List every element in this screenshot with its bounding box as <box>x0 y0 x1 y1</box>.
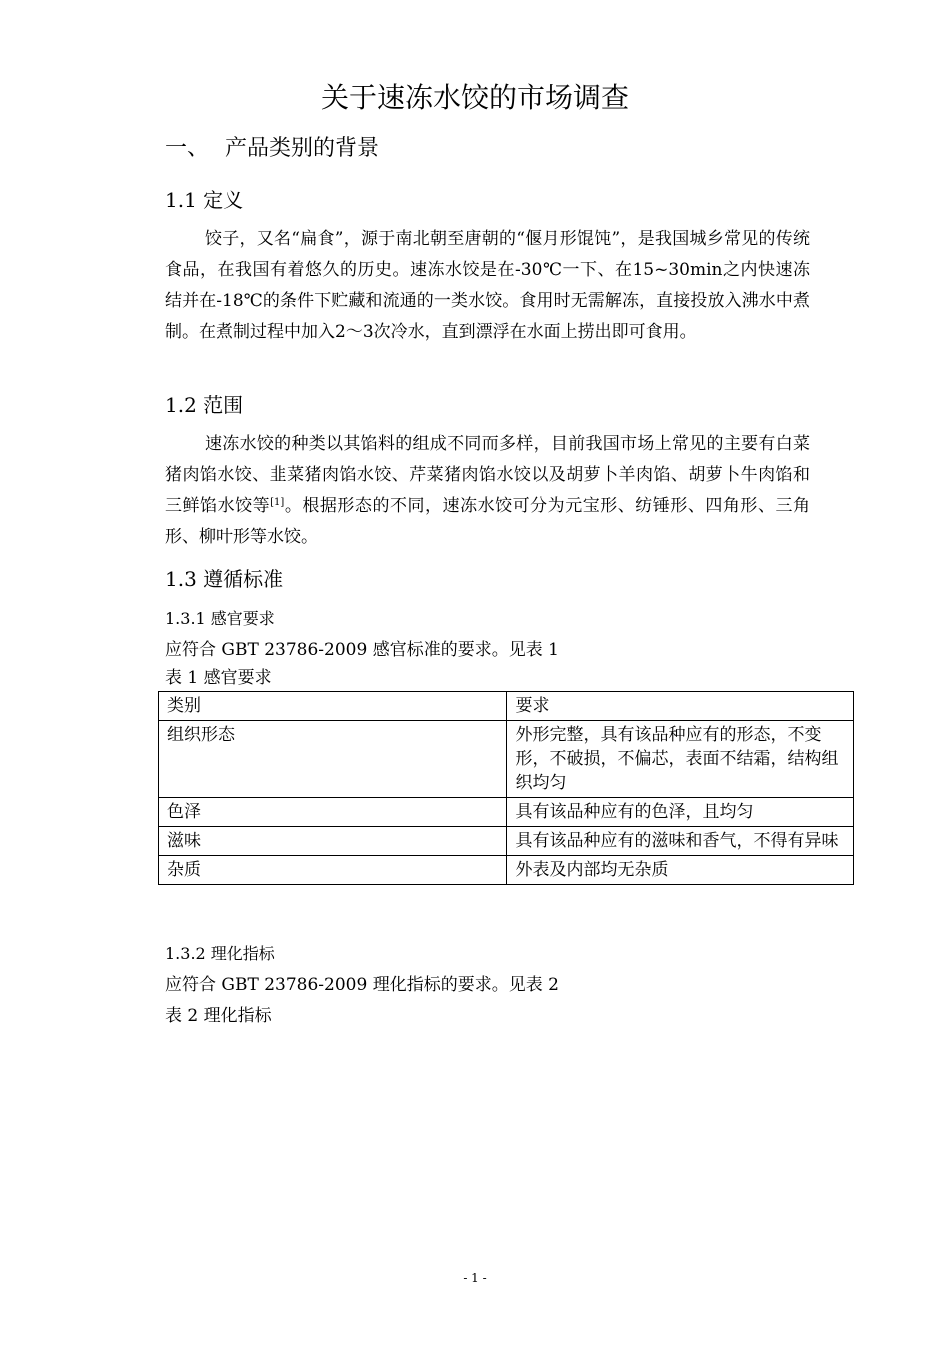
table-header-row <box>159 692 854 721</box>
table-cell-requirement: 外表及内部均无杂质 <box>507 856 854 885</box>
table-row <box>159 856 854 885</box>
table-row <box>159 721 854 798</box>
section-1-2-paragraph-part1: 速冻水饺的种类以其馅料的组成不同而多样，目前我国市场上常见的主要有白菜猪肉馅水饺、韭菜猪肉馅水饺、芹菜猪肉馅水饺以及胡萝卜羊肉馅、胡萝卜牛肉馅和三鲜馅水饺等 <box>165 434 810 516</box>
table-cell-requirement: 具有该品种应有的滋味和香气，不得有异味 <box>507 827 854 856</box>
sensory-requirements-table <box>158 691 854 885</box>
table-cell-category: 杂质 <box>159 856 507 885</box>
section-1-title: 产品类别的背景 <box>225 136 380 161</box>
section-1-2-paragraph <box>165 429 810 553</box>
citation-reference[interactable]: [1] <box>270 497 285 508</box>
table-cell-category: 滋味 <box>159 827 507 856</box>
section-1-3-2-heading: 1.3.2 理化指标 <box>165 944 275 963</box>
section-1-2-paragraph-part2: 。根据形态的不同，速冻水饺可分为元宝形、纺锤形、四角形、三角形、柳叶形等水饺。 <box>165 496 811 547</box>
table-cell-requirement: 具有该品种应有的色泽，且均匀 <box>507 798 854 827</box>
table-header-cell: 要求 <box>507 692 854 721</box>
table-1-caption: 表 1 感官要求 <box>165 668 272 688</box>
table-header-cell: 类别 <box>159 692 507 721</box>
section-1-number: 一、 <box>165 136 210 161</box>
section-1-3-1-text: 应符合 GBT 23786-2009 感官标准的要求。见表 1 <box>165 640 559 660</box>
section-1-2-heading: 1.2 范围 <box>165 393 244 417</box>
table-2-caption: 表 2 理化指标 <box>165 1006 272 1026</box>
page-number: - 1 - <box>463 1271 487 1285</box>
section-1-3-1-heading: 1.3.1 感官要求 <box>165 609 275 628</box>
section-1-3-2-text: 应符合 GBT 23786-2009 理化指标的要求。见表 2 <box>165 975 559 995</box>
table-cell-category: 色泽 <box>159 798 507 827</box>
table-row <box>159 798 854 827</box>
section-1-3-heading: 1.3 遵循标准 <box>165 567 284 591</box>
section-1-heading <box>165 134 379 164</box>
table-row <box>159 827 854 856</box>
table-cell-category: 组织形态 <box>159 721 507 798</box>
table-cell-requirement: 外形完整，具有该品种应有的形态，不变形，不破损，不偏芯，表面不结霜，结构组织均匀 <box>507 721 854 798</box>
document-title: 关于速冻水饺的市场调查 <box>320 81 629 114</box>
section-1-1-heading: 1.1 定义 <box>165 188 244 212</box>
section-1-1-paragraph: 饺子，又名“扁食”，源于南北朝至唐朝的“偃月形馄饨”，是我国城乡常见的传统食品，在我国有着悠久的历史。速冻水饺是在-30℃一下、在15~30min之内快速冻结并在-18℃的条件下贮藏和流通的一类水饺。食用时无需解冻，直接投放入沸水中煮制。在煮制过程中加入2～3次冷水，直到漂浮在水面上捞出即可食用。 <box>165 229 810 342</box>
